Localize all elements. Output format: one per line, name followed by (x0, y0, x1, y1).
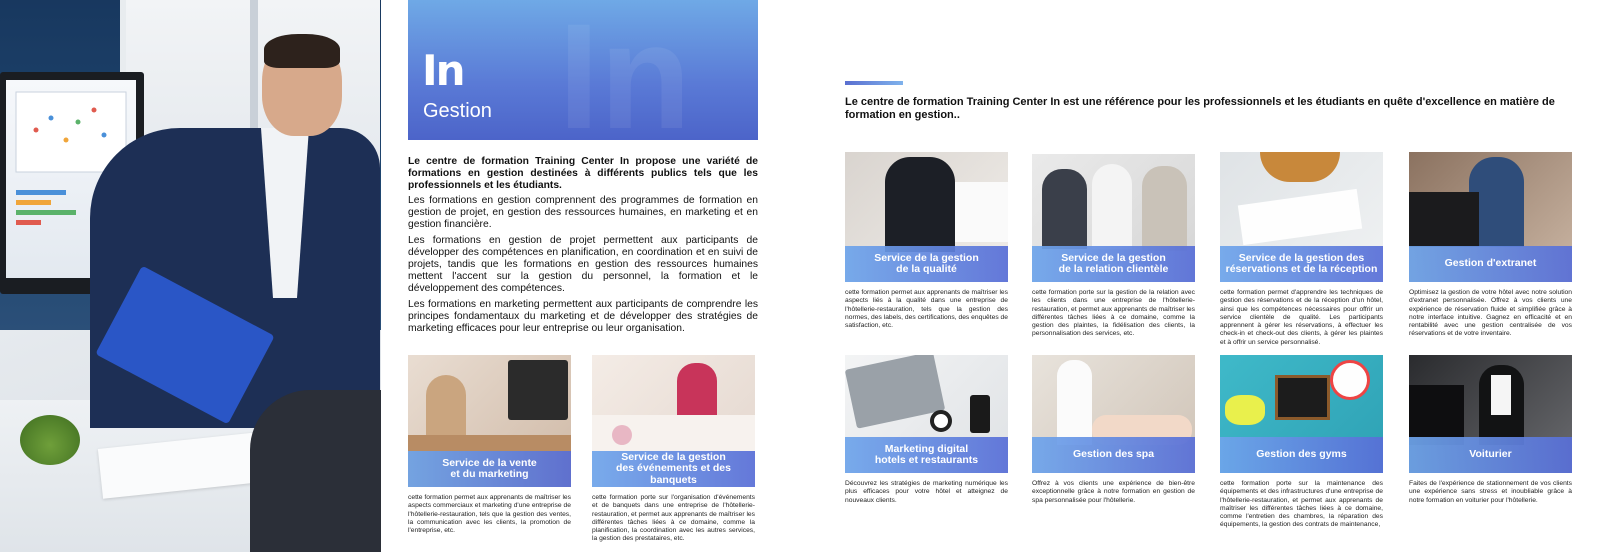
card-description: cette formation porte sur la maintenance des équipements et des infrastructures d'une entreprise de l'hôtellerie-restauration, et permet aux apprenants de maîtriser les différentes tâches liées à ce domaine, comme l'entretien des chambres, la réparation des équipements, la gestion des contrats de maintenance, (1220, 480, 1383, 529)
card-description: Optimisez la gestion de votre hôtel avec notre solution d'extranet personnalisée. Offrez à vos clients une expérience de réservation fluide et simplifiée grâce à notre interface intuitive. Gagnez en efficacité et en rentabilité avec une gestion centralisée de vos réservations et de votre inventaire. (1409, 289, 1572, 338)
card-title: Gestion d'extranet (1409, 246, 1572, 282)
card-title: Voiturier (1409, 437, 1572, 473)
right-headline: Le centre de formation Training Center In est une référence pour les professionnels et les étudiants en quête d'excellence en matière de formation en gestion.. (845, 96, 1555, 121)
card-photo (1220, 152, 1383, 282)
brand-subtitle: Gestion (423, 100, 492, 122)
card-photo (845, 355, 1008, 473)
card-title: Gestion des spa (1032, 437, 1195, 473)
card-sales-marketing (408, 355, 571, 535)
card-title: Service de la gestion de la relation clientèle (1032, 246, 1195, 282)
card-title: Service de la gestion des événements et des banquets (592, 451, 755, 487)
intro-paragraph: Les formations en gestion de projet permettent aux participants de développer des compétences en planification, en coordination et en suivi de projets, tandis que les formations en gestion des ressources humaines mettent l'accent sur la gestion du personnel, la formation et le développement des compétences. (408, 235, 758, 294)
card-description: Offrez à vos clients une expérience de bien-être exceptionnelle grâce à notre formation en gestion de spa personnalisée pour l'hôtellerie. (1032, 480, 1195, 504)
card-title: Marketing digital hotels et restaurants (845, 437, 1008, 473)
intro-paragraph: Les formations en gestion comprennent des programmes de formation en gestion de projet, en gestion des ressources humaines, en marketing et en gestion financière. (408, 195, 758, 230)
card-photo (1220, 355, 1383, 473)
brand-watermark: In (558, 0, 692, 140)
card-photo (592, 355, 755, 487)
card-photo (408, 355, 571, 487)
card-title: Service de la gestion de la qualité (845, 246, 1008, 282)
card-events-banquets (592, 355, 755, 544)
presenter-photo (0, 0, 381, 552)
card-reservations-reception (1220, 152, 1383, 347)
card-description: cette formation permet aux apprenants de maîtriser les aspects commerciaux et marketing d'une entreprise de l'hôtellerie-restauration, tels que la gestion des ventes, la communication avec les clients, la promotion de l'entreprise, etc. (408, 494, 571, 535)
card-title: Gestion des gyms (1220, 437, 1383, 473)
card-description: Découvrez les stratégies de marketing numérique les plus efficaces pour votre hôtel et atteignez de nouveaux clients. (845, 480, 1008, 504)
card-photo (1409, 355, 1572, 473)
card-photo (845, 152, 1008, 282)
card-quality (845, 152, 1008, 330)
accent-bar (845, 81, 903, 85)
card-description: cette formation porte sur l'organisation d'événements et de banquets dans une entreprise de l'hôtellerie-restauration, et permet aux apprenants de maîtriser les différentes tâches liées à ce domaine, comme la planification, la coordination avec les autres services, la gestion des prestataires, etc. (592, 494, 755, 543)
brand-logo: In (422, 46, 464, 95)
card-description: Faites de l'expérience de stationnement de vos clients une expérience sans stress et inoubliable grâce à notre formation en voiturier pour l'hôtellerie. (1409, 480, 1572, 504)
card-customer-relations (1032, 154, 1195, 339)
card-description: cette formation permet d'apprendre les techniques de gestion des réservations et de la réception d'un hôtel, ainsi que les compétences nécessaires pour offrir un service clientèle de qualité. Les participants apprennent à gérer les réservations, à effectuer les check-in et check-out des clients, à gérer les plaintes et à offrir un service personnalisé. (1220, 289, 1383, 346)
photo-presenter-hair (264, 34, 340, 68)
card-valet (1409, 355, 1572, 505)
intro-lead: Le centre de formation Training Center In propose une variété de formations en gestion destinées à différents publics tels que les professionnels et les étudiants. (408, 156, 758, 191)
card-description: cette formation permet aux apprenants de maîtriser les aspects liés à la qualité dans une entreprise de l'hôtellerie-restauration, tels que la gestion des normes, des labels, des certifications, des enquêtes de satisfaction, etc. (845, 289, 1008, 330)
card-gyms (1220, 355, 1383, 530)
photo-plant (20, 415, 80, 465)
card-title: Service de la gestion des réservations et de la réception (1220, 246, 1383, 282)
card-photo (1032, 355, 1195, 473)
card-description: cette formation porte sur la gestion de la relation avec les clients dans une entreprise de l'hôtellerie-restauration, et permet aux apprenants de maîtriser les différentes tâches liées à ce domaine, comme la gestion des plaintes, la fidélisation des clients, la personnalisation des services, etc. (1032, 289, 1195, 338)
card-extranet (1409, 152, 1572, 339)
intro-paragraph: Les formations en marketing permettent aux participants de comprendre les principes fondamentaux du marketing et de développer des stratégies de marketing efficaces pour leur entreprise ou leur organisation. (408, 299, 758, 334)
intro-text (408, 156, 758, 339)
photo-seated-person (250, 390, 381, 552)
card-title: Service de la vente et du marketing (408, 451, 571, 487)
card-spa (1032, 355, 1195, 505)
card-photo (1032, 154, 1195, 282)
card-digital-marketing (845, 355, 1008, 505)
brand-banner (408, 0, 758, 140)
card-photo (1409, 152, 1572, 282)
